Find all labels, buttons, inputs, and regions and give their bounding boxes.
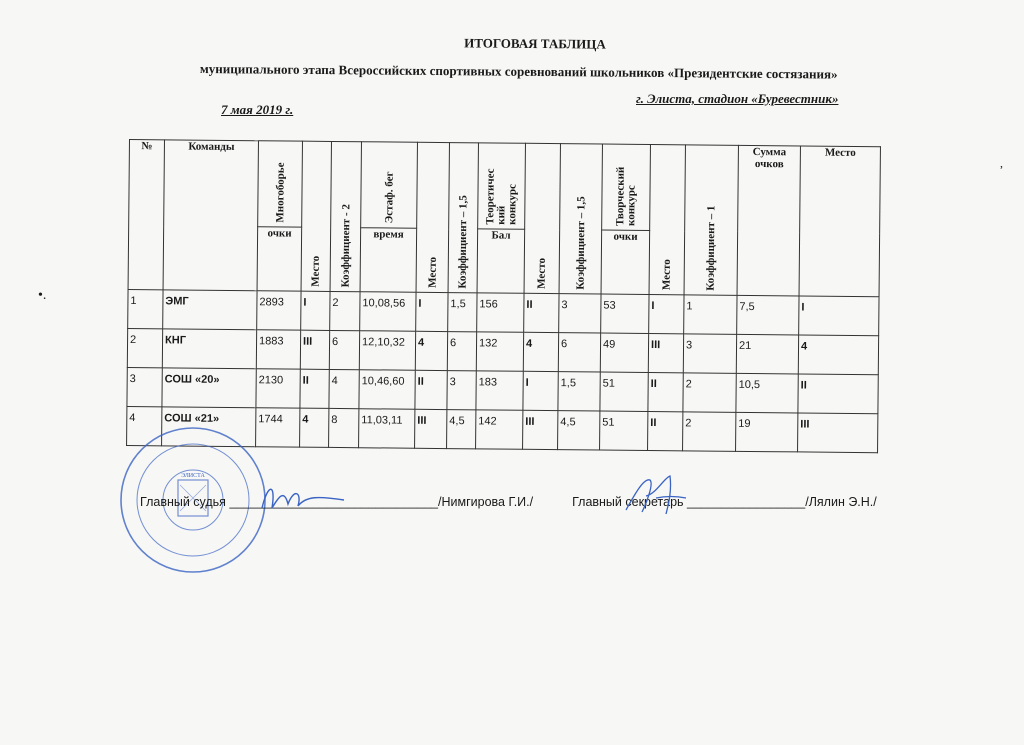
table-cell: 2 — [330, 291, 360, 330]
table-cell: 4 — [798, 335, 878, 375]
scan-mark: , — [1000, 156, 1003, 170]
header-mnogoborye — [258, 141, 303, 227]
table-cell: 11,03,11 — [359, 409, 415, 449]
signatures — [140, 495, 877, 509]
table-cell: 2130 — [256, 369, 300, 408]
table-cell: 4 — [127, 406, 162, 445]
table-cell: 51 — [600, 411, 648, 450]
table-cell: II — [798, 374, 878, 414]
secretary-label: Главный секретарь — [572, 495, 684, 509]
table-cell: 4,5 — [558, 411, 600, 450]
table-cell: 6 — [558, 333, 600, 372]
table-cell: 10,46,60 — [359, 370, 415, 410]
table-cell: 1,5 — [448, 293, 477, 332]
creative-line-1: Творческий — [613, 166, 627, 226]
table-cell: I — [301, 291, 330, 330]
secretary-line: _________________ — [687, 495, 806, 509]
secretary-name: /Лялин Э.Н./ — [805, 495, 877, 509]
table-cell: 3 — [559, 294, 601, 333]
table-cell: 12,10,32 — [359, 331, 415, 371]
scan-dots: •. — [38, 288, 47, 303]
table-cell: 156 — [477, 293, 524, 332]
table-cell: 21 — [736, 334, 798, 374]
header-sum: Сумма очков — [737, 145, 800, 296]
table-cell: II — [648, 372, 683, 411]
judge-name: /Нимгирова Г.И./ — [438, 495, 534, 509]
table-cell: 3 — [447, 371, 476, 410]
table-cell: II — [524, 293, 559, 332]
table-cell: 142 — [476, 410, 523, 449]
table-cell: I — [649, 294, 684, 333]
subheader-time: время — [360, 228, 417, 293]
header-creative — [602, 144, 651, 230]
table-cell: 1744 — [256, 408, 300, 447]
header-teams: Команды — [163, 140, 258, 291]
header-coef-15a — [448, 143, 478, 293]
table-cell: 3 — [127, 367, 162, 406]
table-cell: 1 — [128, 289, 163, 328]
theory-line-1: Теоретичес — [483, 168, 497, 225]
table-cell: КНГ — [162, 329, 256, 369]
header-place-3-text: Место — [535, 258, 548, 290]
table-cell: 4,5 — [447, 410, 476, 449]
header-coef-2-text: Коэффициент - 2 — [339, 203, 352, 288]
judge-label: Главный судья — [140, 495, 226, 509]
table-cell: I — [416, 292, 448, 331]
header-place-final: Место — [799, 146, 880, 297]
table-cell: II — [300, 369, 329, 408]
document-title: ИТОГОВАЯ ТАБЛИЦА — [464, 35, 606, 52]
header-place-3 — [524, 143, 560, 293]
header-coef-15b-text: Коэффициент – 1,5 — [574, 195, 587, 290]
event-date: 7 мая 2019 г. — [221, 102, 294, 117]
creative-line-2: конкурс — [624, 185, 638, 226]
table-cell: 7,5 — [737, 295, 799, 335]
table-cell: 4 — [329, 369, 359, 408]
header-coef-15a-text: Коэффициент – 1,5 — [456, 194, 470, 289]
header-coef-15b — [559, 144, 602, 294]
table-cell: 49 — [600, 333, 648, 372]
table-cell: 1 — [684, 295, 737, 335]
table-cell: 10,5 — [736, 373, 798, 413]
table-cell: 1,5 — [558, 372, 600, 411]
table-cell: 2893 — [257, 291, 301, 330]
theory-line-3: конкурс — [505, 183, 519, 225]
header-relay — [361, 142, 418, 229]
theory-line-2: кий — [494, 205, 507, 225]
subheader-score: Бал — [477, 229, 525, 293]
table-cell: 8 — [329, 408, 359, 447]
table-cell: СОШ «21» — [162, 407, 256, 447]
table-cell: I — [523, 371, 558, 410]
results-table — [126, 139, 881, 453]
subheader-points: очки — [257, 227, 302, 291]
table-cell: 51 — [600, 372, 648, 411]
judge-line: ______________________________ — [229, 495, 439, 509]
table-cell: 4 — [300, 408, 329, 447]
table-cell: ЭМГ — [163, 290, 257, 330]
table-cell: II — [415, 370, 447, 409]
table-cell: 2 — [683, 412, 736, 452]
header-place-2 — [416, 142, 449, 292]
table-cell: 53 — [601, 294, 649, 333]
table-cell: 6 — [329, 330, 359, 369]
header-place-4 — [649, 145, 685, 295]
table-cell: III — [415, 409, 447, 448]
results-table-wrap — [126, 139, 881, 453]
table-cell: 183 — [476, 371, 523, 410]
table-cell: СОШ «20» — [162, 368, 256, 408]
header-coef-1 — [684, 145, 738, 296]
table-cell: 1883 — [256, 330, 300, 369]
table-cell: III — [648, 333, 683, 372]
header-place-4-text: Место — [660, 259, 673, 291]
header-theory-text — [485, 168, 519, 224]
table-cell: 3 — [683, 334, 736, 374]
document-subtitle: муниципального этапа Всероссийских спортивных соревнований школьников «Президентские состязания» — [199, 61, 838, 82]
judge-signature — [258, 478, 348, 518]
table-cell: 2 — [683, 373, 736, 413]
header-theory — [478, 143, 526, 229]
table-cell: III — [798, 413, 878, 453]
table-cell: 4 — [415, 331, 447, 370]
header-mnogoborye-text: Многоборье — [273, 162, 287, 223]
seal-center-text: ЭЛИСТА — [181, 473, 205, 479]
table-cell: 132 — [476, 332, 523, 371]
header-creative-text — [615, 167, 638, 226]
table-cell: I — [799, 296, 879, 336]
subheader-points-2: очки — [601, 230, 650, 294]
header-place-2-text: Место — [426, 256, 439, 288]
header-place-1 — [301, 141, 331, 291]
table-cell: II — [648, 411, 683, 450]
event-place: г. Элиста, стадион «Буревестник» — [636, 91, 839, 106]
table-cell: 4 — [523, 332, 558, 371]
table-cell: 10,08,56 — [360, 292, 416, 332]
header-number: № — [128, 140, 164, 290]
table-cell: 19 — [736, 412, 798, 452]
header-coef-2 — [330, 141, 361, 291]
table-cell: III — [523, 410, 558, 449]
table-cell: III — [300, 330, 329, 369]
secretary-signature — [620, 472, 690, 517]
header-relay-text: Эстаф. бег — [382, 171, 396, 224]
header-coef-1-text: Коэффициент – 1 — [704, 205, 718, 291]
table-cell: 2 — [127, 328, 162, 367]
header-place-1-text: Место — [309, 255, 322, 287]
table-cell: 6 — [447, 332, 476, 371]
